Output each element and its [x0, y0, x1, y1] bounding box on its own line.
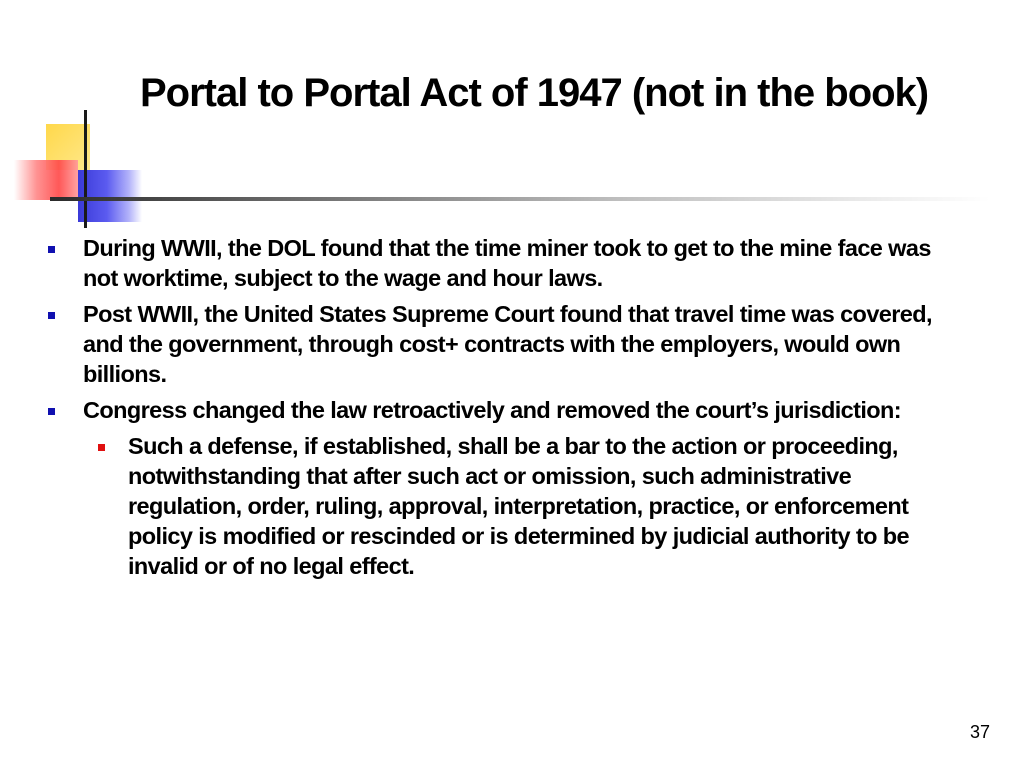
- bullet-item: [46, 233, 966, 293]
- bullet-square-icon: [48, 408, 55, 415]
- decor-blue-square: [78, 170, 142, 222]
- slide-decoration: [0, 0, 150, 240]
- sub-bullet-text: Such a defense, if established, shall be a bar to the action or proceeding, notwithstanding that after such act or omission, such administrative regulation, order, ruling, approval, interpretation, practice, or enforcement policy is modified or rescinded or is determined by judicial authority to be invalid or of no legal effect.: [128, 433, 909, 579]
- bullet-item: [46, 299, 966, 389]
- slide-title: Portal to Portal Act of 1947 (not in the book): [140, 71, 929, 115]
- decor-red-square: [14, 160, 78, 200]
- bullet-text: Congress changed the law retroactively and removed the court’s jurisdiction:: [83, 397, 902, 423]
- bullet-text: During WWII, the DOL found that the time miner took to get to the mine face was not worktime, subject to the wage and hour laws.: [83, 235, 931, 291]
- page-number: 37: [969, 722, 990, 742]
- bullet-square-icon: [48, 246, 55, 253]
- title-underline: [50, 197, 990, 201]
- sub-bullet-list: [83, 431, 966, 581]
- bullet-text: Post WWII, the United States Supreme Court found that travel time was covered, and the government, through cost+ contracts with the employers, would own billions.: [83, 301, 932, 387]
- sub-bullet-square-icon: [98, 444, 105, 451]
- bullet-item: [46, 395, 966, 581]
- sub-bullet-item: [83, 431, 966, 581]
- decor-vertical-line: [84, 110, 87, 228]
- bullet-square-icon: [48, 312, 55, 319]
- bullet-list: [46, 233, 966, 587]
